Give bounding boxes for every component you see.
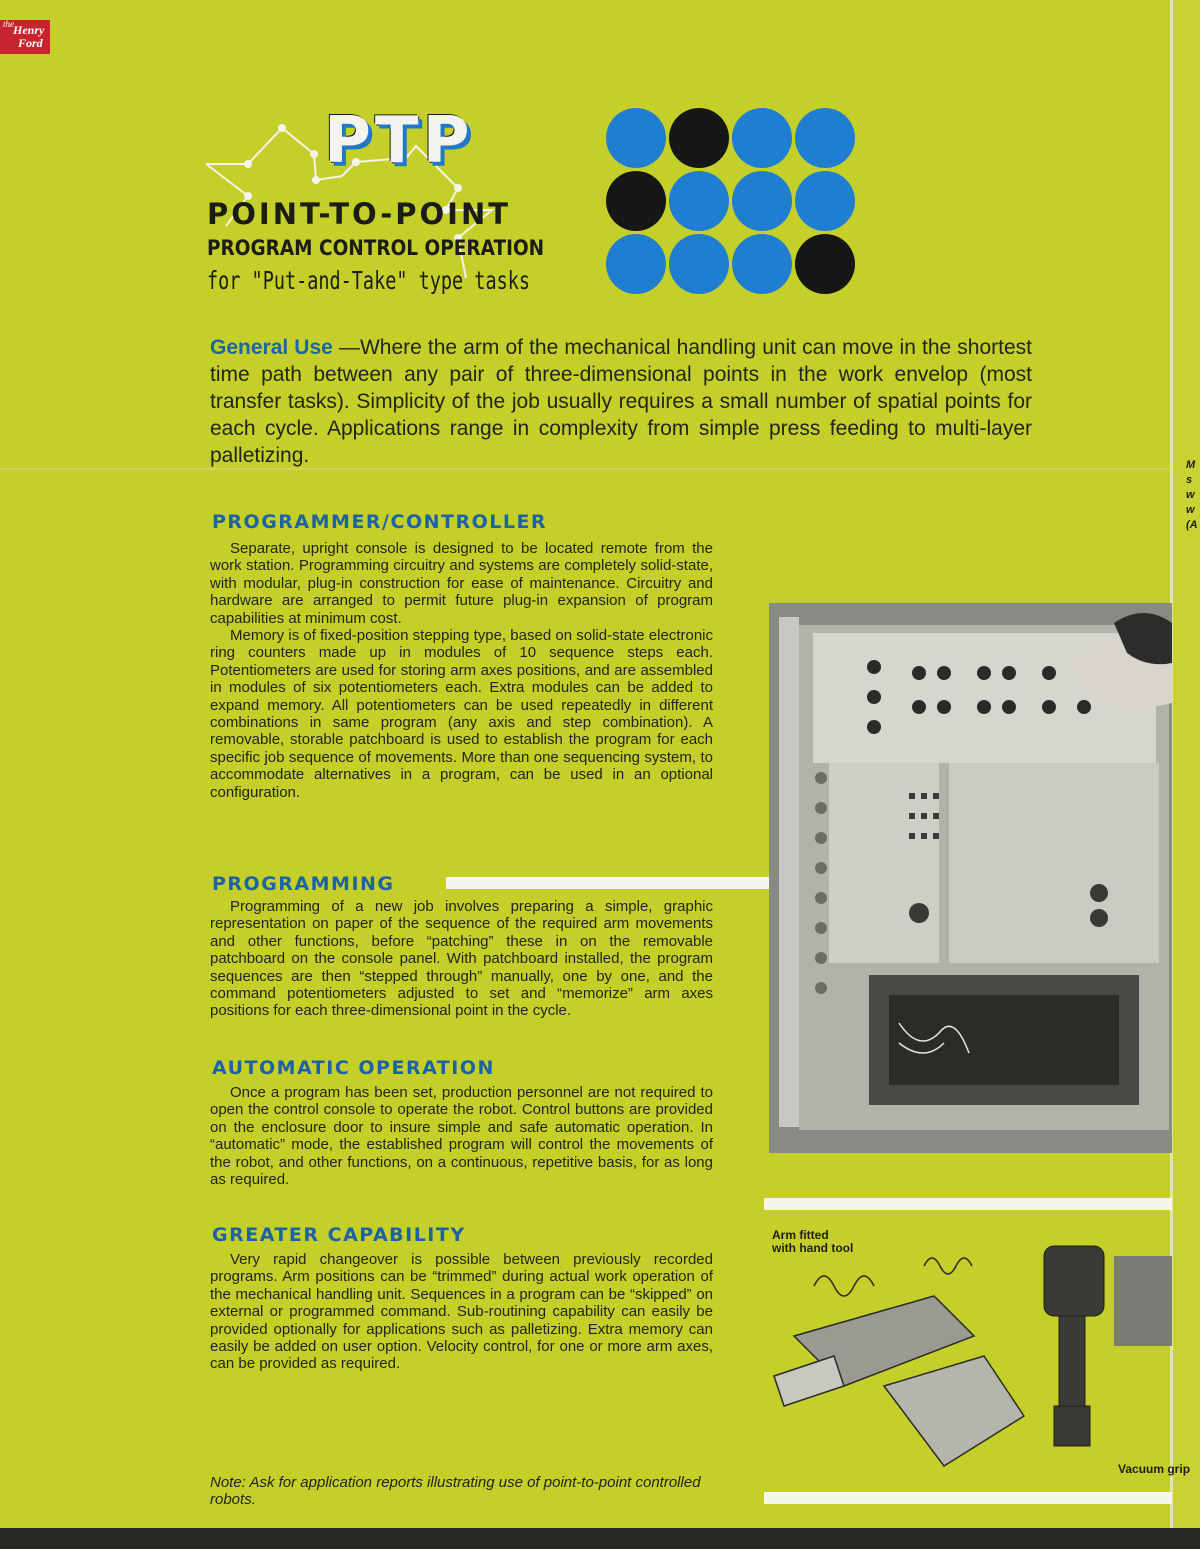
greater-capability-text <box>210 1251 713 1373</box>
heading-greater-capability: GREATER CAPABILITY <box>212 1224 466 1246</box>
caption-arm-line-1: Arm fitted <box>772 1228 829 1242</box>
heading-programming: PROGRAMMING <box>212 873 395 895</box>
logo-henry: Henry <box>13 23 45 37</box>
programmer-controller-text <box>210 540 713 801</box>
blue-dot <box>669 234 729 294</box>
programming-paragraph-1: Programming of a new job involves preparing a simple, graphic representation on paper of the sequence of the required arm movements and other functions, before “patching” these in on the removable patchboard on the console panel. With patchboard installed, the program sequences are then “stepped through” manually, one by one, and the command potentiometers adjusted to set and “memorize” arm axes positions for each three-dimensional point in the cycle. <box>210 898 713 1020</box>
fragment-line: (A <box>1186 519 1198 531</box>
fragment-line: s <box>1186 474 1193 486</box>
henry-ford-logo <box>0 20 50 54</box>
fragment-line: w <box>1186 504 1195 516</box>
programmer-paragraph-2: Memory is of fixed-position stepping type, based on solid-state electronic ring counters made up in modules of 10 sequence steps each. Potentiometers are used for storing arm axes positions, and are assembled in modules of six potentiometers each. Extra modules can be added to expand memory. All potentiometers can be used repeatedly in different combinations in same program (any axis and step combination). A removable, storable patchboard is used to establish the program for each specific job sequence of movements. More than one sequencing system, to accommodate alternatives in a program, can be used in an optional configuration. <box>210 627 713 801</box>
fragment-line: M <box>1186 459 1196 471</box>
black-dot <box>795 234 855 294</box>
subtitle-point-to-point: POINT-TO-POINT <box>207 197 512 231</box>
logo-the: the <box>3 19 14 29</box>
programmer-paragraph-1: Separate, upright console is designed to be located remote from the work station. Programming circuitry and systems are completely solid-state, with modular, plug-in construction for ease of maintenance. Circuitry and hardware are arranged to permit future plug-in expansion of program capabilities at minimum cost. <box>210 540 713 627</box>
ptp-title: PTP <box>324 104 474 178</box>
logo-ford: Ford <box>18 36 43 50</box>
caption-vacuum-grip: Vacuum grip <box>1118 1462 1191 1476</box>
general-use-paragraph <box>210 334 1032 469</box>
programming-text <box>210 898 713 1020</box>
blue-dot <box>732 108 792 168</box>
subtitle-put-and-take: for "Put-and-Take" type tasks <box>207 266 531 295</box>
greater-paragraph-1: Very rapid changeover is possible between previously recorded programs. Arm positions can be “trimmed” during actual work operation of the mechanical handling unit. Sequences in a program can be “skipped” on external or programmed command. Sub-routining capability can easily be provided optionally for applications such as palletizing. Extra memory can easily be added on user option. Velocity control, for one or more arm axes, can be provided as required. <box>210 1251 713 1373</box>
black-dot <box>606 171 666 231</box>
blue-dot <box>606 108 666 168</box>
heading-automatic-operation: AUTOMATIC OPERATION <box>212 1057 495 1079</box>
dot-grid-graphic <box>604 108 858 294</box>
gripper-tools-photo <box>754 1226 1172 1482</box>
general-use-label: General Use <box>210 336 333 359</box>
caption-arm-line-2: with hand tool <box>772 1241 854 1255</box>
general-use-text: —Where the arm of the mechanical handling unit can move in the shortest time path between any pair of three-dimensional points in the work envelop (most transfer tasks). Simplicity of the job usually requires a small number of spatial points for each cycle. Applications range in complexity from simple press feeding to multi-layer palletizing. <box>210 336 1032 467</box>
control-console-photo <box>769 603 1172 1153</box>
photo-divider-bar-bottom <box>764 1492 1172 1504</box>
subtitle-program-control: PROGRAM CONTROL OPERATION <box>207 236 545 260</box>
blue-dot <box>732 171 792 231</box>
next-panel-edge <box>1172 0 1200 1549</box>
automatic-paragraph-1: Once a program has been set, production personnel are not required to open the control console to operate the robot. Control buttons are provided on the enclosure door to insure simple and safe automatic operation. In “automatic” mode, the established program will control the movements of the robot, and other functions, on a continuous, repetitive basis, for as long as required. <box>210 1084 713 1189</box>
blue-dot <box>795 171 855 231</box>
blue-dot <box>669 171 729 231</box>
blue-dot <box>732 234 792 294</box>
fragment-line: w <box>1186 489 1195 501</box>
page-bottom-edge <box>0 1528 1200 1549</box>
photo-divider-bar-top <box>764 1198 1172 1210</box>
application-note: Note: Ask for application reports illustrating use of point-to-point controlled robots. <box>210 1474 701 1508</box>
blue-dot <box>606 234 666 294</box>
black-dot <box>669 108 729 168</box>
automatic-operation-text <box>210 1084 713 1188</box>
caption-arm-tool <box>772 1229 853 1255</box>
heading-programmer-controller: PROGRAMMER/CONTROLLER <box>212 511 548 533</box>
blue-dot <box>795 108 855 168</box>
adjacent-panel-fragment <box>1186 458 1198 533</box>
